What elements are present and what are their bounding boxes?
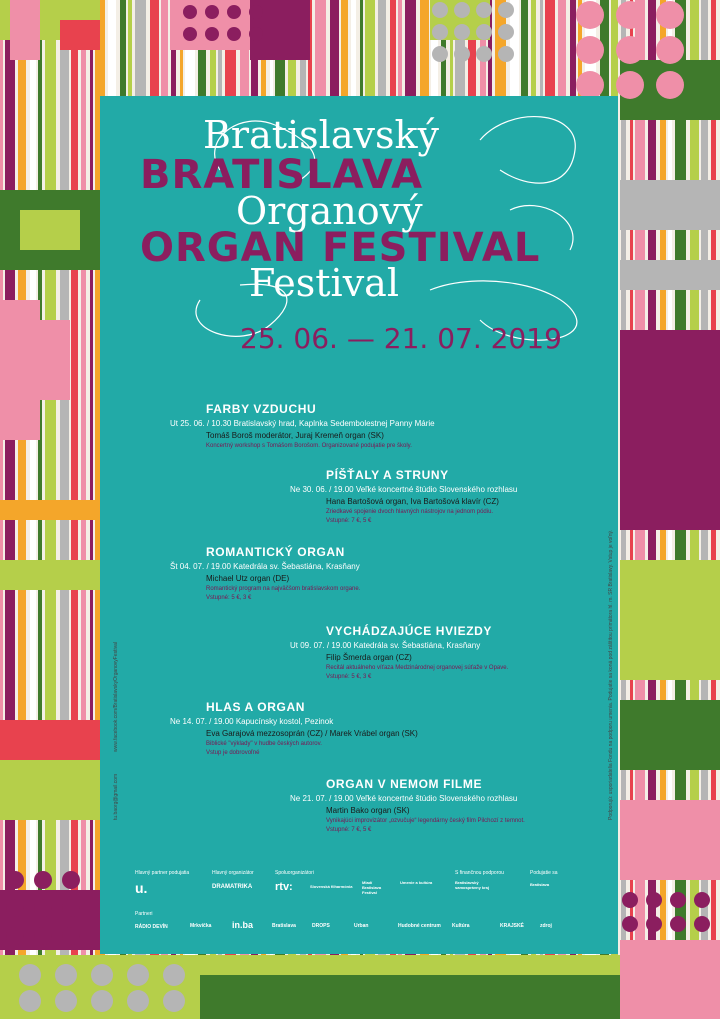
event-when-where: Št 04. 07. / 19.00 Katedrála sv. Šebastiána, Krasňany [170,562,360,571]
side-text-right: Podporujú: usporiadatelia Fondu na podporu umenia. Podujatie sa koná pod záštitou primátora hl. m. SR Bratislavy. Vstup je voľný. [608,529,614,820]
title-sk-line2: Organový [236,189,423,233]
pattern-dot [6,899,24,917]
event-performers: Martin Bako organ (SK) [326,806,410,815]
pattern-dot [476,24,492,40]
event-6 [290,777,525,835]
pattern-dot [498,24,514,40]
logo-u: u. [135,880,148,896]
pattern-dot [205,27,219,41]
event-when-where: Ut 09. 07. / 19.00 Katedrála sv. Šebastiána, Krasňany [290,641,481,650]
pattern-dot [616,36,644,64]
event-title: PÍŠŤALY A STRUNY [326,468,449,482]
pattern-dot [91,964,113,986]
pattern-dot [55,990,77,1012]
pattern-dot [432,46,448,62]
event-performers: Eva Garajová mezzosoprán (CZ) / Marek Vrábel organ (SK) [206,729,418,738]
event-when-where: Ne 14. 07. / 19.00 Kapucínsky kostol, Pezinok [170,717,334,726]
title-en-line2: ORGAN FESTIVAL [140,225,541,271]
pattern-dot [498,2,514,18]
pattern-block [20,210,80,250]
logo-partner-6: Urban [354,923,369,929]
label-main-partner: Hlavný partner podujatia [135,870,190,876]
pattern-dot [476,46,492,62]
pattern-dot [249,5,263,19]
pattern-dot [55,964,77,986]
event-performers: Filip Šmerda organ (CZ) [326,653,412,662]
pattern-dot [576,71,604,99]
event-title: ROMANTICKÝ ORGAN [206,545,345,559]
label-support: S finančnou podporou [455,870,504,876]
logo-bratislava: Bratislava [530,882,550,887]
event-performers: Tomáš Boroš moderátor, Juraj Kremeň organ (SK) [206,431,384,440]
pattern-dot [576,36,604,64]
pattern-block [620,800,720,880]
pattern-dot [34,871,52,889]
event-5 [170,700,418,758]
side-text-email: tu.baorg@gmail.com [113,773,119,820]
pattern-block [0,720,100,760]
festival-dates: 25. 06. — 21. 07. 2019 [240,322,562,355]
event-performers: Michael Utz organ (DE) [206,574,290,583]
pattern-dot [227,5,241,19]
event-title: VYCHÁDZAJÚCE HVIEZDY [326,624,493,638]
label-organizer: Hlavný organizátor [212,870,254,876]
pattern-block [620,260,720,290]
logo-rtvs: rtv: [275,881,293,893]
logo-partner-10: zdroj [540,923,552,929]
pattern-dot [163,964,185,986]
event-price: Vstupné: 5 €, 3 € [206,595,252,601]
pattern-dot [227,27,241,41]
logo-partner-9: KRAJSKÉ [500,923,524,929]
pattern-dot [6,871,24,889]
logo-dramatrika: DRAMATRIKA [212,884,253,890]
event-performers: Hana Bartošová organ, Iva Bartošová klavír (CZ) [326,497,499,506]
pattern-dot [694,892,710,908]
logo-partner-7: Hudobné centrum [398,923,441,929]
event-title: HLAS A ORGAN [206,700,305,714]
logo-partner-8: Kultúra [452,923,470,929]
event-note: Biblické "výklady" v hudbe českých autorov. [206,741,322,747]
event-4 [290,624,508,682]
pattern-dot [19,964,41,986]
pattern-dot [454,46,470,62]
pattern-dot [656,36,684,64]
logo-partner-5: DROPS [312,923,330,929]
pattern-dot [576,1,604,29]
pattern-block [10,0,40,60]
pattern-dot [454,24,470,40]
pattern-dot [6,927,24,945]
title-en-line1: BRATISLAVA [140,152,424,198]
pattern-block [620,180,720,230]
pattern-dot [19,990,41,1012]
label-partners: Partneri [135,911,153,917]
side-text-facebook: www.facebook.com/BratislavskyOrganovyFestival [113,641,119,752]
pattern-block [40,320,70,400]
event-note: Romantický program na najväčšom bratislavskom organe. [206,586,361,592]
event-title: FARBY VZDUCHU [206,402,317,416]
pattern-dot [498,46,514,62]
pattern-dot [34,927,52,945]
pattern-block [60,20,100,50]
pattern-dot [205,5,219,19]
pattern-dot [656,1,684,29]
pattern-block [0,300,40,440]
pattern-dot [183,27,197,41]
logo-radio-devin: RÁDIO DEVÍN [135,924,168,930]
event-note: Koncertný workshop s Tomášom Borošom. Organizované podujatie pre školy. [206,443,412,449]
pattern-dot [670,916,686,932]
pattern-dot [622,892,638,908]
title-sk-line1: Bratislavský [203,113,439,157]
logo-bsk: Bratislavský samosprávny kraj [455,880,490,890]
event-price: Vstupné: 7 €, 5 € [326,827,372,833]
pattern-dot [616,71,644,99]
pattern-dot [432,24,448,40]
logo-filharmonia: Slovenská filharmónia [310,884,353,889]
pattern-dot [183,5,197,19]
pattern-block [620,940,720,1019]
event-when-where: Ut 25. 06. / 10.30 Bratislavský hrad, Kaplnka Sedembolestnej Panny Márie [170,419,435,428]
pattern-block [620,330,720,530]
pattern-block [200,975,620,1019]
pattern-dot [646,916,662,932]
pattern-block [620,700,720,770]
pattern-dot [62,871,80,889]
event-price: Vstupné: 5 €, 3 € [326,674,372,680]
pattern-dot [249,27,263,41]
logo-partner-2: Mrkvička [190,923,212,929]
pattern-dot [694,916,710,932]
event-price: Vstup je dobrovoľné [206,750,260,756]
title-sk-line3: Festival [249,261,399,305]
pattern-dot [622,916,638,932]
event-when-where: Ne 21. 07. / 19.00 Veľké koncertné štúdio Slovenského rozhlasu [290,794,518,803]
pattern-dot [616,1,644,29]
event-when-where: Ne 30. 06. / 19.00 Veľké koncertné štúdio Slovenského rozhlasu [290,485,518,494]
event-title: ORGAN V NEMOM FILME [326,777,483,791]
pattern-dot [62,899,80,917]
pattern-block [0,500,100,520]
logo-inba: in.ba [232,920,254,930]
event-price: Vstupné: 7 €, 5 € [326,518,372,524]
pattern-block [0,560,100,590]
logo-festival: Mladí Bratislava Festival [362,880,382,895]
logo-partner-4: Bratislava [272,923,296,929]
logo-umenie: Umenie a kultúra [400,880,433,885]
event-note: Vynikajúci improvizátor „ozvučuje“ legendárny český film Pilchozí z temnot. [326,818,525,824]
pattern-dot [646,892,662,908]
event-2 [290,468,517,526]
pattern-dot [127,990,149,1012]
pattern-dot [432,2,448,18]
pattern-dot [454,2,470,18]
pattern-block [620,560,720,680]
pattern-block [0,760,100,820]
pattern-dot [163,990,185,1012]
label-coorganizers: Spoluorganizátori [275,870,314,876]
pattern-dot [670,892,686,908]
pattern-dot [62,927,80,945]
pattern-dot [656,71,684,99]
pattern-dot [91,990,113,1012]
pattern-dot [34,899,52,917]
label-patron: Podujatie sa [530,870,558,876]
event-3 [170,545,360,603]
event-note: Zriedkavé spojenie dvoch hlavných nástrojov na jednom pódiu. [326,509,494,515]
pattern-dot [127,964,149,986]
pattern-dot [476,2,492,18]
event-note: Recitál aktuálneho víťaza Medzinárodnej organovej súťaže v Opave. [326,665,509,671]
event-1 [170,402,435,451]
